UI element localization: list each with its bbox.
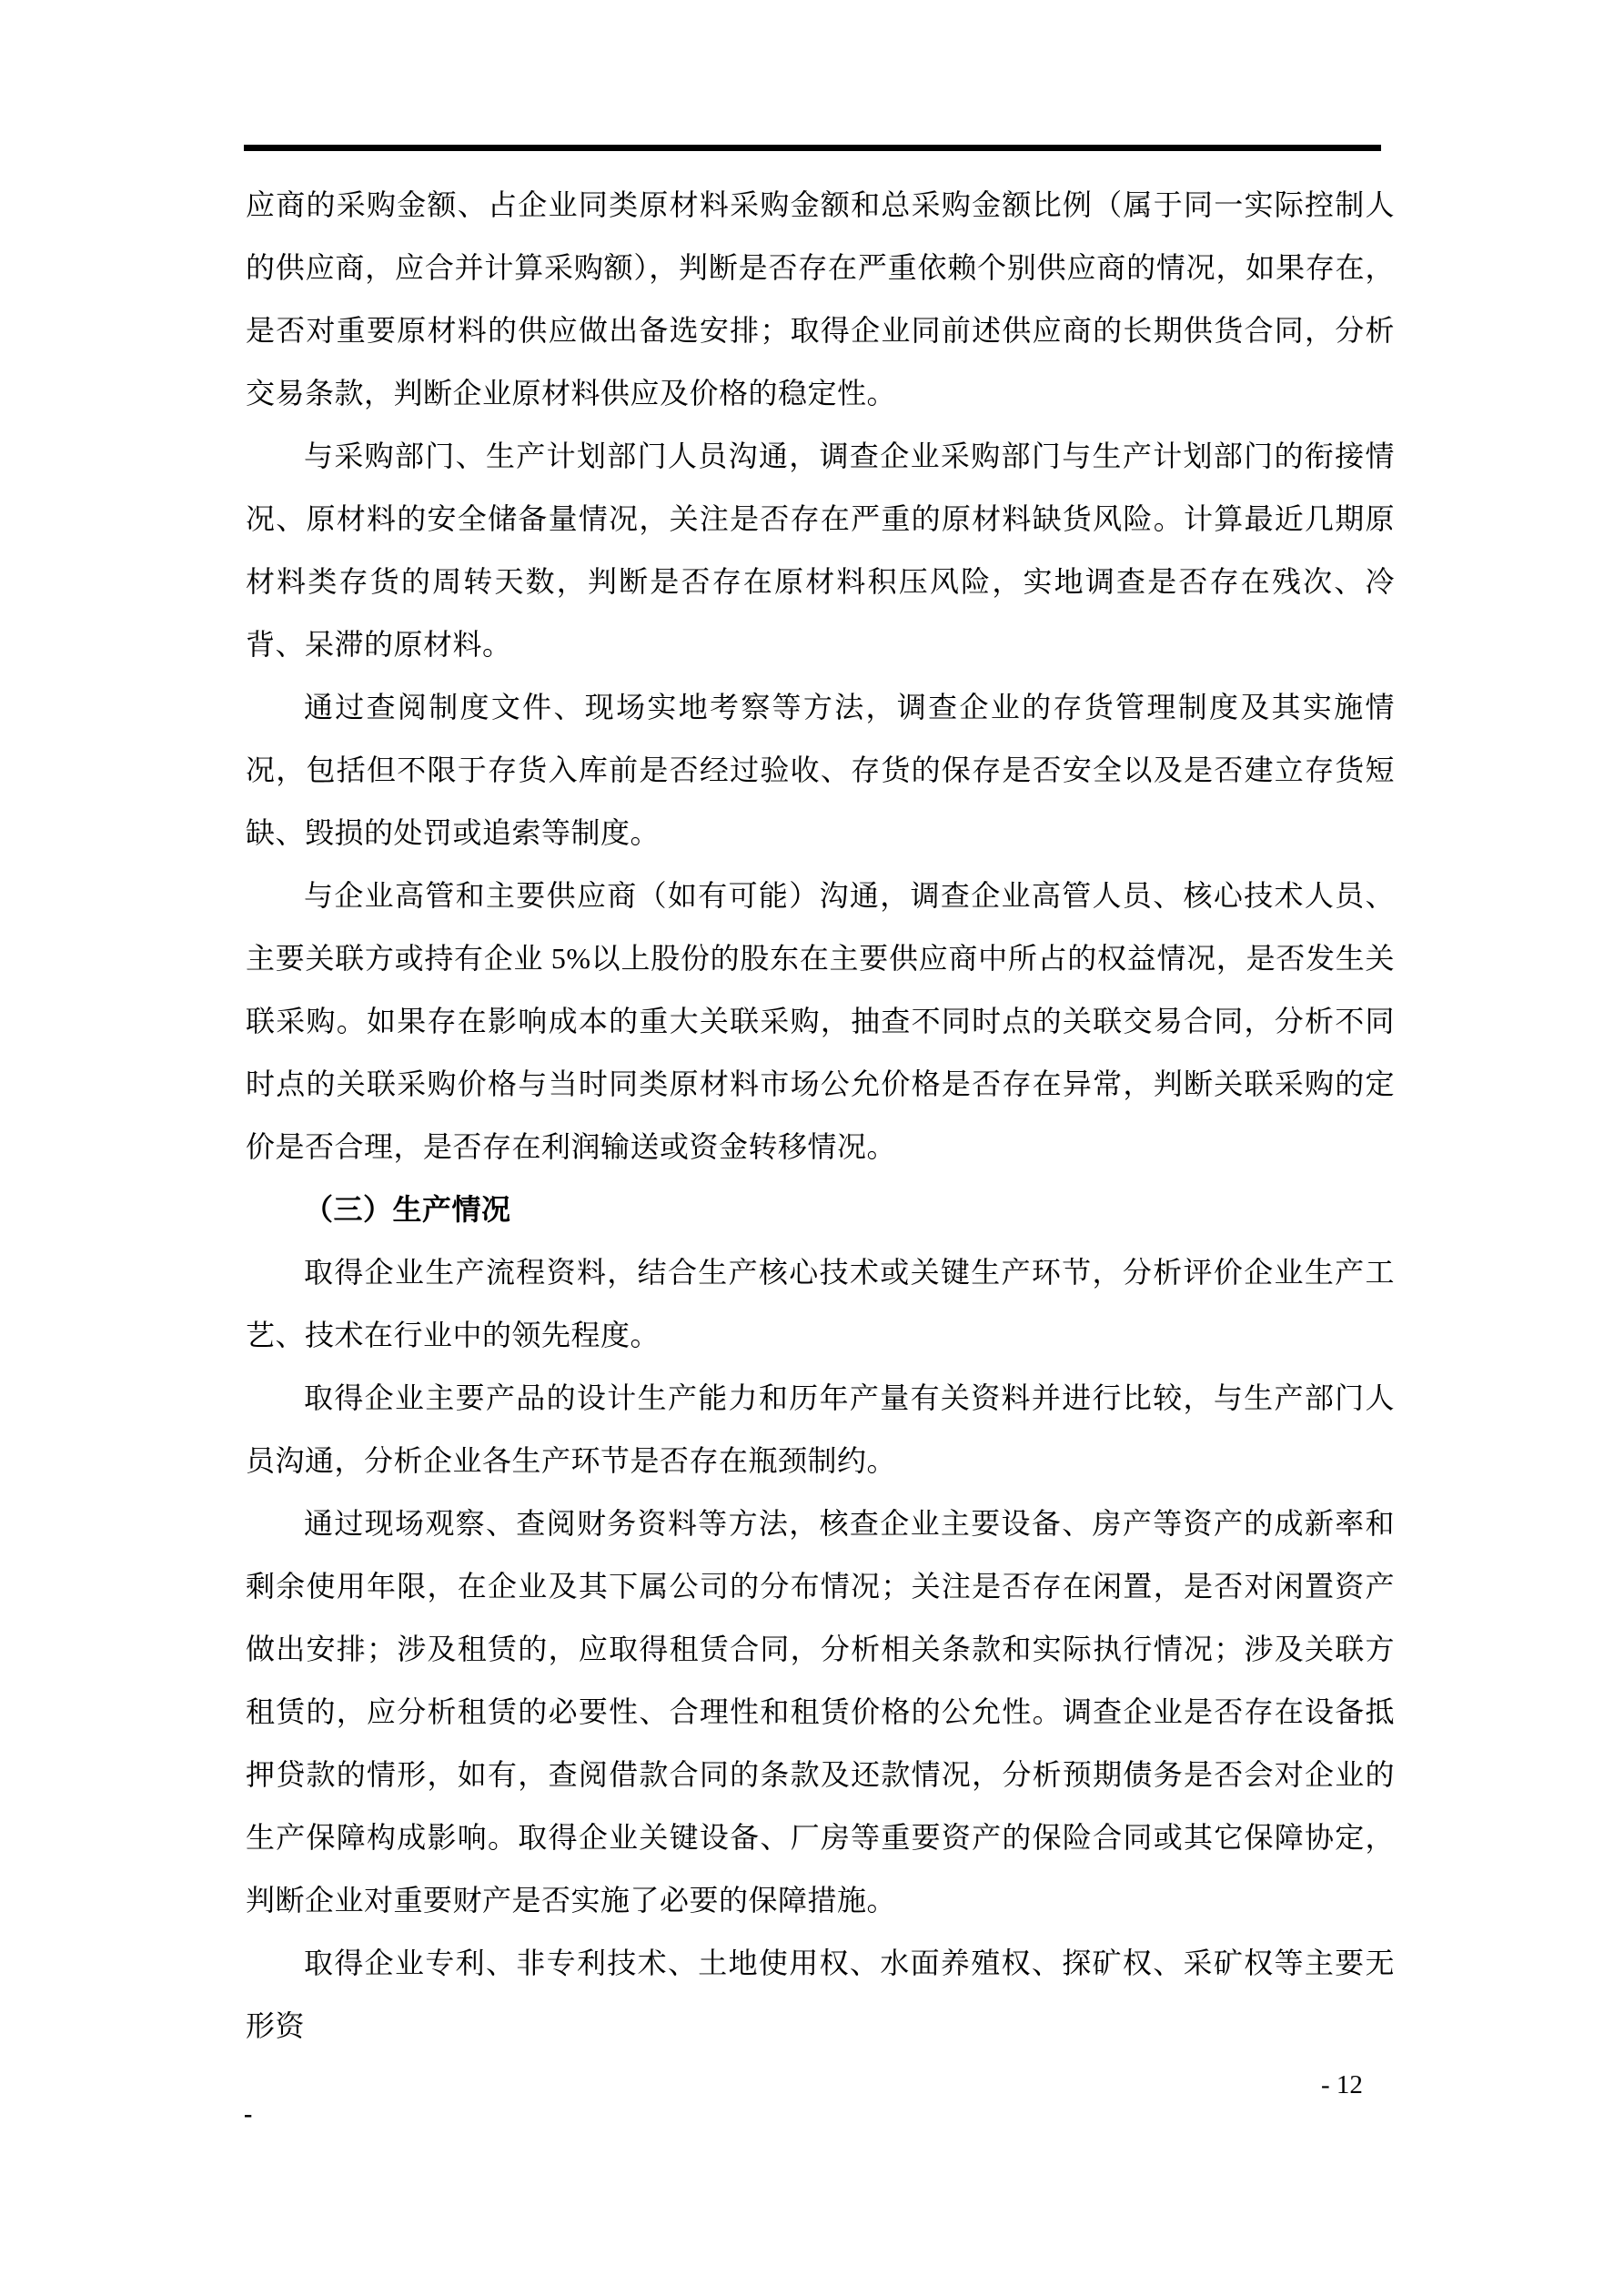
section-heading: （三）生产情况 [304,1193,511,1226]
paragraph: 通过查阅制度文件、现场实地考察等方法，调查企业的存货管理制度及其实施情况，包括但不限于存货入库前是否经过验收、存货的保存是否安全以及是否建立存货短缺、毁损的处罚或追索等制度。 [246,691,1395,849]
document-body [246,174,1395,2058]
paragraph: 取得企业生产流程资料，结合生产核心技术或关键生产环节，分析评价企业生产工艺、技术在行业中的领先程度。 [246,1256,1395,1351]
paragraph: 应商的采购金额、占企业同类原材料采购金额和总采购金额比例（属于同一实际控制人的供应商，应合并计算采购额），判断是否存在严重依赖个别供应商的情况，如果存在，是否对重要原材料的供应做出备选安排；取得企业同前述供应商的长期供货合同，分析交易条款，判断企业原材料供应及价格的稳定性。 [246,188,1395,410]
page-number: - 12 [1321,2070,1363,2099]
paragraph: 取得企业主要产品的设计生产能力和历年产量有关资料并进行比较，与生产部门人员沟通，分析企业各生产环节是否存在瓶颈制约。 [246,1381,1395,1477]
paragraph: 通过现场观察、查阅财务资料等方法，核查企业主要设备、房产等资产的成新率和剩余使用年限，在企业及其下属公司的分布情况；关注是否存在闲置，是否对闲置资产做出安排；涉及租赁的，应取得租赁合同，分析相关条款和实际执行情况；涉及关联方租赁的，应分析租赁的必要性、合理性和租赁价格的公允性。调查企业是否存在设备抵押贷款的情形，如有，查阅借款合同的条款及还款情况，分析预期债务是否会对企业的生产保障构成影响。取得企业关键设备、厂房等重要资产的保险合同或其它保障协定，判断企业对重要财产是否实施了必要的保障措施。 [246,1507,1395,1917]
paragraph: 与采购部门、生产计划部门人员沟通，调查企业采购部门与生产计划部门的衔接情况、原材料的安全储备量情况，关注是否存在严重的原材料缺货风险。计算最近几期原材料类存货的周转天数，判断是否存在原材料积压风险，实地调查是否存在残次、冷背、呆滞的原材料。 [246,440,1395,661]
header-rule [244,145,1381,151]
paragraph: 取得企业专利、非专利技术、土地使用权、水面养殖权、探矿权、采矿权等主要无形资 [246,1947,1395,2042]
footnote-dash: - [244,2100,253,2129]
paragraph: 与企业高管和主要供应商（如有可能）沟通，调查企业高管人员、核心技术人员、主要关联方或持有企业 5%以上股份的股东在主要供应商中所占的权益情况，是否发生关联采购。如果存在影响成本的重大关联采购，抽查不同时点的关联交易合同，分析不同时点的关联采购价格与当时同类原材料市场公允价格是否存在异常，判断关联采购的定价是否合理，是否存在利润输送或资金转移情况。 [246,879,1395,1163]
